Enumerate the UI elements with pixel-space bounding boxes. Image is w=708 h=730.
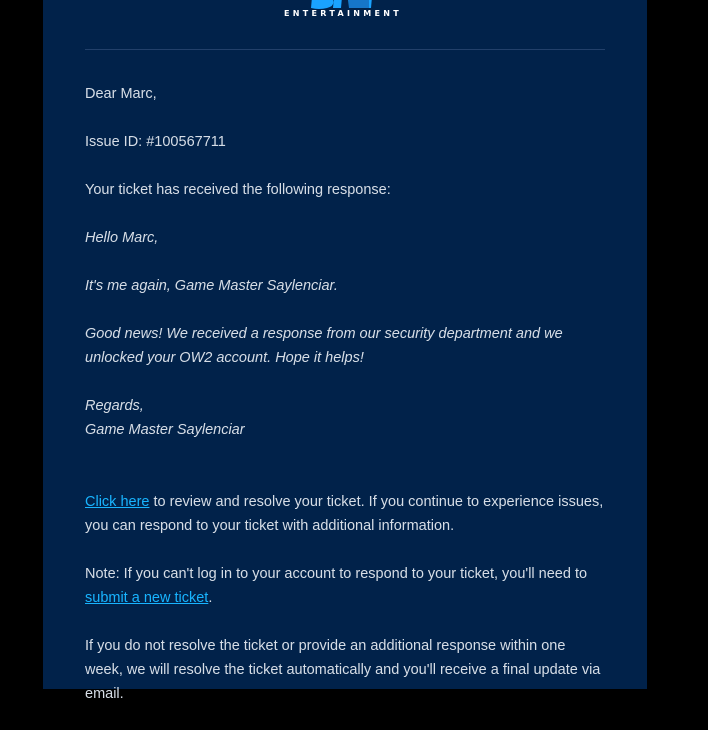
regards-text: Regards, <box>85 398 144 414</box>
response-intro: Your ticket has received the following response: <box>85 182 391 198</box>
note-end: . <box>208 590 213 606</box>
logo-subtitle: ENTERTAINMENT <box>283 9 403 18</box>
note-text: Note: If you can't log in to your account to respond to your ticket, you'll need to <box>85 566 588 582</box>
note-paragraph <box>85 562 605 610</box>
email-body <box>85 82 605 730</box>
response-line-2: Good news! We received a response from our security department and we unlocked your OW2 account. Hope it helps! <box>85 326 563 366</box>
brand-logo <box>263 0 423 20</box>
closing-paragraph: If you do not resolve the ticket or provide an additional response within one week, we will resolve the ticket automatically and you'll receive a final update via email. <box>85 638 601 702</box>
spacer <box>85 442 605 466</box>
submit-new-ticket-link[interactable]: submit a new ticket <box>85 590 209 606</box>
greeting: Dear Marc, <box>85 86 157 102</box>
review-paragraph <box>85 490 605 538</box>
issue-id: Issue ID: #100567711 <box>85 134 226 150</box>
click-here-link[interactable]: Click here <box>85 494 150 510</box>
response-hello: Hello Marc, <box>85 230 159 246</box>
email-panel <box>43 0 647 702</box>
review-text: to review and resolve your ticket. If you continue to experience issues, you can respond to your ticket with additional information. <box>85 494 604 534</box>
header-divider <box>85 49 605 50</box>
response-line-1: It's me again, Game Master Saylenciar. <box>85 278 338 294</box>
response-signoff <box>85 394 605 442</box>
signature-text: Game Master Saylenciar <box>85 422 245 438</box>
